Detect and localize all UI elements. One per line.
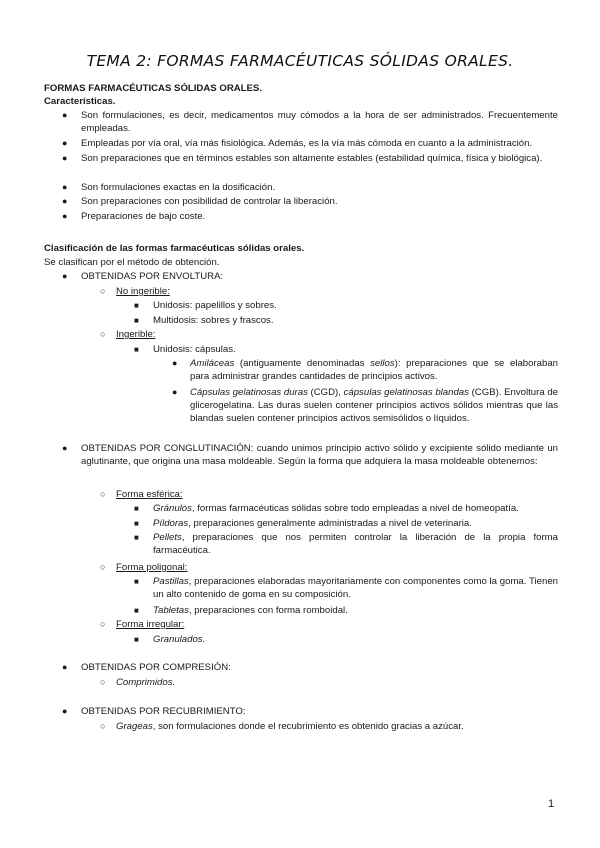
circle-bullet-icon: ○ xyxy=(100,286,106,296)
circle-bullet-icon: ○ xyxy=(100,562,106,572)
list-item: OBTENIDAS POR RECUBRIMIENTO: xyxy=(81,706,246,717)
list-item: Grageas, son formulaciones donde el recubrimiento es obtenido gracias a azúcar. xyxy=(116,721,464,732)
circle-bullet-icon: ○ xyxy=(100,721,106,731)
list-item: Granulados. xyxy=(153,634,206,645)
square-bullet-icon: ■ xyxy=(134,577,139,586)
list-item: Cápsulas gelatinosas duras (CGD), cápsulas gelatinosas blandas (CGB). Envoltura de glicerogelatina. Las duras suelen contener principios activos sólidos mientras que las blandas suelen contener principios activos semisólidos o líquidos. xyxy=(190,387,558,424)
bullet-icon: ● xyxy=(172,358,178,368)
square-bullet-icon: ■ xyxy=(134,504,139,513)
square-bullet-icon: ■ xyxy=(134,345,139,354)
list-item: Comprimidos. xyxy=(116,677,176,688)
page-number: 1 xyxy=(548,798,555,810)
list-item: Forma poligonal: xyxy=(116,562,188,573)
list-item: Multidosis: sobres y frascos. xyxy=(153,315,274,326)
term: Cápsulas gelatinosas duras xyxy=(190,387,308,398)
list-item: OBTENIDAS POR ENVOLTURA: xyxy=(81,271,224,282)
list-item: Son formulaciones exactas en la dosificación. xyxy=(81,182,276,193)
list-item: Ingerible: xyxy=(116,329,156,340)
bullet-icon: ● xyxy=(172,387,178,397)
list-item: Son preparaciones con posibilidad de controlar la liberación. xyxy=(81,196,338,207)
list-item: No ingerible: xyxy=(116,286,170,297)
term: Amiláceas xyxy=(190,358,235,369)
list-item: Son formulaciones, es decir, medicamentos muy cómodos a la hora de ser administrados. Frecuentemente empleadas. xyxy=(81,110,558,134)
circle-bullet-icon: ○ xyxy=(100,329,106,339)
square-bullet-icon: ■ xyxy=(134,606,139,615)
list-item: Amiláceas (antiguamente denominadas sellos): preparaciones que se elaboraban para administrar grandes cantidades de principios activos. xyxy=(190,358,558,382)
square-bullet-icon: ■ xyxy=(134,635,139,644)
term: sellos xyxy=(370,358,395,369)
list-item: OBTENIDAS POR CONGLUTINACIÓN: cuando unimos principio activo sólido y excipiente sólido mediante un aglutinante, que origina una masa moldeable. Según la forma que adquiera la masa moldeable obtenemos: xyxy=(81,443,558,467)
square-bullet-icon: ■ xyxy=(134,316,139,325)
bullet-icon: ● xyxy=(62,196,68,206)
bullet-icon: ● xyxy=(62,211,68,221)
list-item: Tabletas, preparaciones con forma romboidal. xyxy=(153,605,348,616)
list-item: Píldoras, preparaciones generalmente administradas a nivel de veterinaria. xyxy=(153,518,472,529)
circle-bullet-icon: ○ xyxy=(100,677,106,687)
term: cápsulas gelatinosas blandas xyxy=(343,387,469,398)
list-item: Unidosis: papelillos y sobres. xyxy=(153,300,277,311)
section-heading: Clasificación de las formas farmacéuticas sólidas orales. xyxy=(44,243,305,254)
bullet-icon: ● xyxy=(62,110,68,120)
section-subheading: Características. xyxy=(44,96,116,107)
bullet-icon: ● xyxy=(62,443,68,453)
list-item: Unidosis: cápsulas. xyxy=(153,344,236,355)
section-intro: Se clasifican por el método de obtención. xyxy=(44,257,220,268)
list-item: Gránulos, formas farmacéuticas sólidas sobre todo empleadas a nivel de homeopatía. xyxy=(153,503,519,514)
page-title: TEMA 2: FORMAS FARMACÉUTICAS SÓLIDAS ORALES. xyxy=(86,52,514,70)
bullet-icon: ● xyxy=(62,182,68,192)
square-bullet-icon: ■ xyxy=(134,533,139,542)
bullet-icon: ● xyxy=(62,706,68,716)
list-item: Pastillas, preparaciones elaboradas mayoritariamente con componentes como la goma. Tienen un alto contenido de goma en su composición. xyxy=(153,576,558,600)
square-bullet-icon: ■ xyxy=(134,519,139,528)
bullet-icon: ● xyxy=(62,271,68,281)
list-item: Pellets, preparaciones que nos permiten controlar la liberación de la propia forma farmacéutica. xyxy=(153,532,558,556)
bullet-icon: ● xyxy=(62,138,68,148)
bullet-icon: ● xyxy=(62,662,68,672)
section-heading: FORMAS FARMACÉUTICAS SÓLIDAS ORALES. xyxy=(44,83,262,94)
list-item: Forma irregular: xyxy=(116,619,185,630)
list-item: OBTENIDAS POR COMPRESIÓN: xyxy=(81,662,231,673)
square-bullet-icon: ■ xyxy=(134,301,139,310)
list-item: Forma esférica: xyxy=(116,489,183,500)
bullet-icon: ● xyxy=(62,153,68,163)
list-item: Preparaciones de bajo coste. xyxy=(81,211,206,222)
circle-bullet-icon: ○ xyxy=(100,489,106,499)
list-item: Son preparaciones que en términos estables son altamente estables (estabilidad química, física y biológica). xyxy=(81,153,543,164)
list-item: Empleadas por vía oral, vía más fisiológica. Además, es la vía más cómoda en cuanto a la administración. xyxy=(81,138,533,149)
circle-bullet-icon: ○ xyxy=(100,619,106,629)
